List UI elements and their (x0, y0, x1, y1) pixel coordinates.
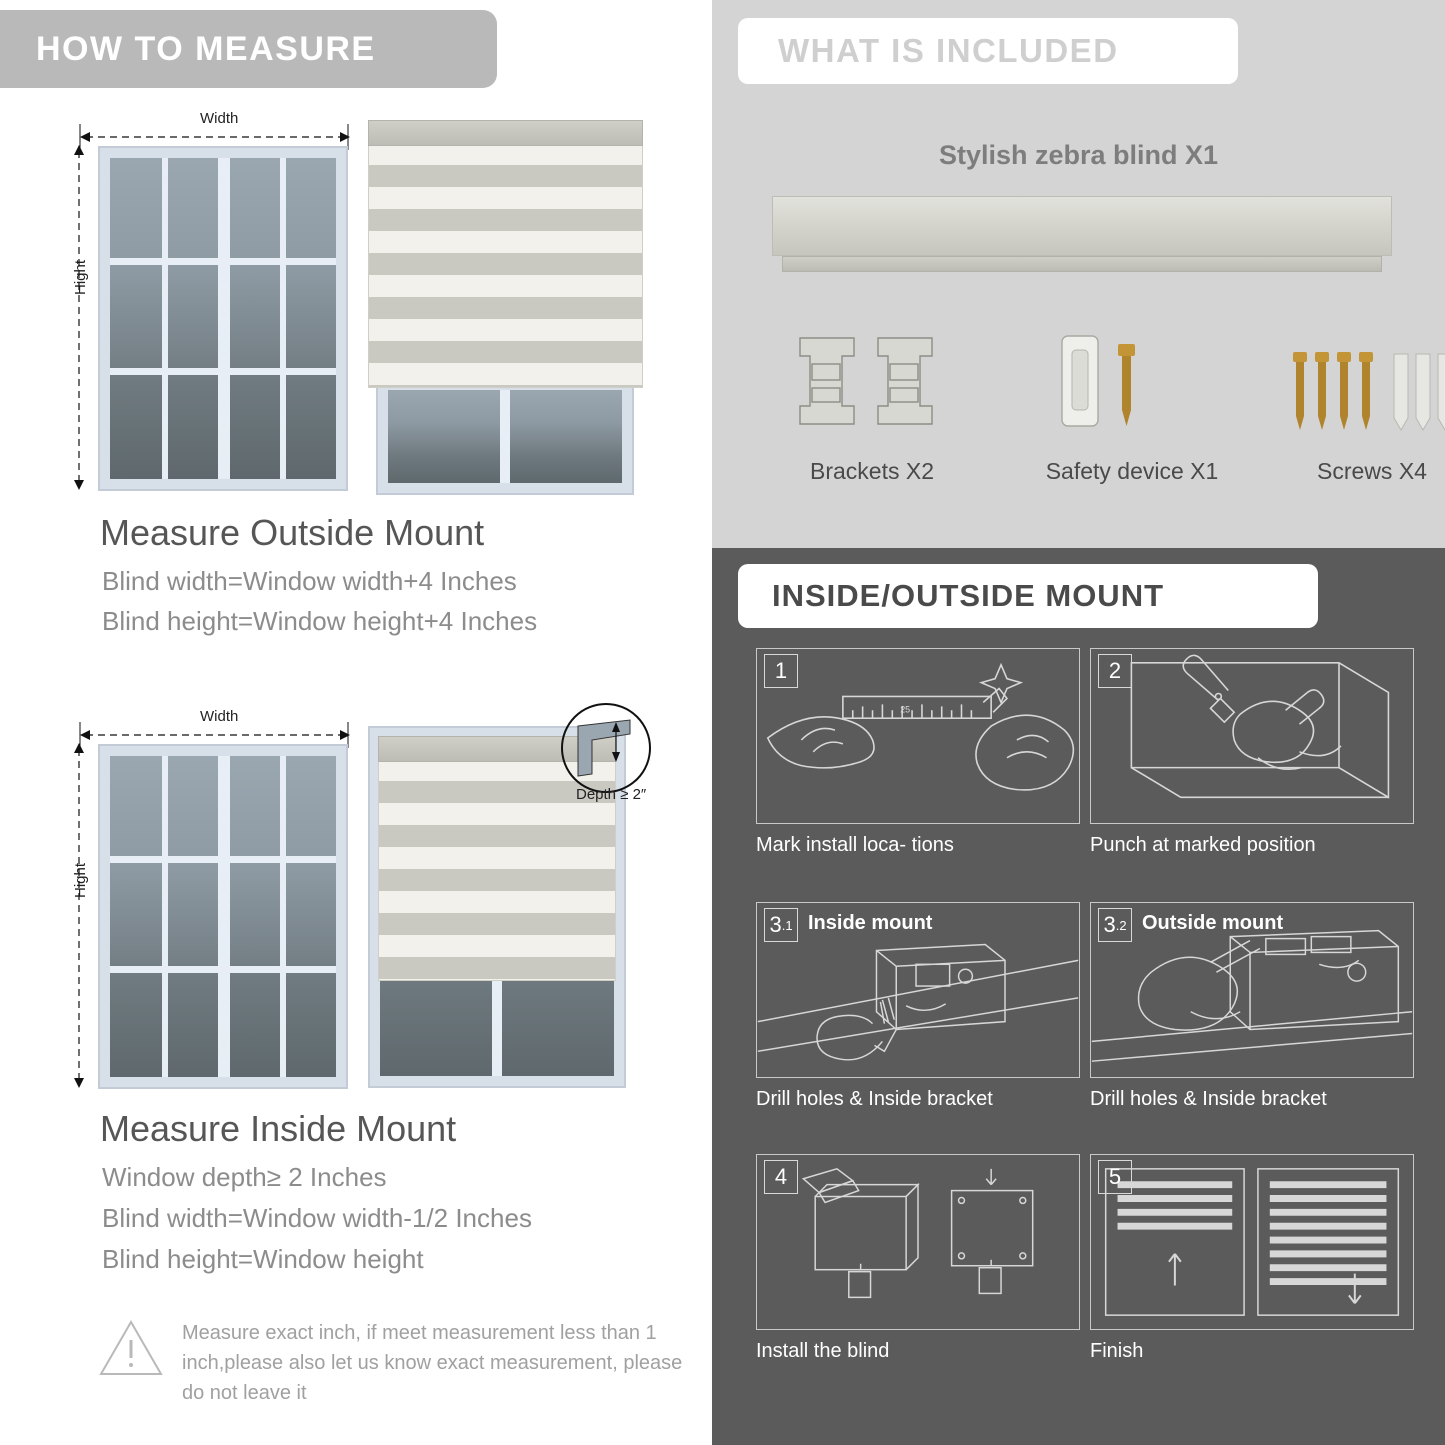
muntin-center (218, 158, 230, 479)
inside-height-arrow (72, 743, 86, 1088)
warning-text: Measure exact inch, if meet measurement less than 1 inch,please also let us know exact measurement, please do not leave it (182, 1322, 683, 1404)
muntin-row-1 (110, 258, 336, 265)
included-main-item: Stylish zebra blind X1 (938, 140, 1219, 170)
inside-outside-mount-title: INSIDE/OUTSIDE MOUNT (772, 578, 1165, 613)
step-1-caption: Mark install loca- tions (756, 834, 954, 856)
inside-outside-mount-panel (712, 548, 1445, 1445)
warning-triangle-svg (98, 1318, 164, 1378)
rail-top (772, 196, 1392, 256)
step-3-1-label: Inside mount (808, 912, 933, 934)
muntin-row-4 (110, 966, 336, 973)
step-1-illustration (757, 649, 1079, 823)
step-3-2-caption: Drill holes & Inside bracket (1090, 1088, 1327, 1110)
muntin-center-2 (500, 390, 510, 483)
outside-mount-illustration (0, 100, 712, 500)
step-3-1-caption: Drill holes & Inside bracket (756, 1088, 993, 1110)
part-label-safety-device: Safety device X1 (1045, 458, 1219, 484)
zebra-blind-rail-image (772, 196, 1392, 276)
step-1 (756, 648, 1080, 863)
screws-icon (1290, 330, 1445, 440)
safety-device-icon (1052, 330, 1212, 440)
outside-mount-line-1: Blind width=Window width+4 Inches (102, 566, 517, 596)
step-5-illustration (1091, 1155, 1413, 1329)
step-3-1 (756, 902, 1080, 1117)
head-rail (368, 120, 643, 146)
step-5-caption: Finish (1090, 1340, 1144, 1362)
inside-mount-line-1: Window depth≥ 2 Inches (102, 1162, 387, 1192)
whats-included-panel (712, 0, 1445, 548)
outside-mount-heading: Measure Outside Mount (100, 512, 485, 553)
muntin-row-2 (110, 368, 336, 375)
brackets-icon (792, 330, 952, 440)
step-5-number: 5 (1098, 1160, 1132, 1194)
inside-width-arrow (80, 728, 350, 742)
step-1-box (756, 648, 1080, 824)
step-4-illustration (757, 1155, 1079, 1329)
step-2 (1090, 648, 1414, 863)
muntin-center-3 (218, 756, 230, 1077)
inside-width-label: Width (200, 708, 239, 725)
step-2-number: 2 (1098, 654, 1132, 688)
window-inside (98, 744, 348, 1089)
warning-icon (98, 1318, 164, 1378)
inside-mount-illustration (0, 698, 712, 1098)
step-4-caption: Install the blind (756, 1340, 890, 1362)
step-4-number: 4 (764, 1160, 798, 1194)
zebra-fabric (368, 120, 643, 388)
depth-callout-circle (556, 698, 656, 798)
inside-mount-line-3: Blind height=Window height (102, 1244, 424, 1274)
svg-text:25: 25 (900, 704, 911, 715)
step-3-2 (1090, 902, 1414, 1117)
step-4 (756, 1154, 1080, 1369)
step-5-box (1090, 1154, 1414, 1330)
step-5 (1090, 1154, 1414, 1369)
muntin-row-3 (110, 856, 336, 863)
outside-width-arrow (80, 130, 350, 144)
inside-mount-line-2: Blind width=Window width-1/2 Inches (102, 1203, 532, 1233)
step-2-caption: Punch at marked position (1090, 834, 1316, 856)
step-3-2-number: 3 .2 (1098, 908, 1132, 942)
whats-included-title: WHAT IS INCLUDED (778, 32, 1119, 69)
part-label-screws: Screws X4 (1317, 458, 1427, 484)
window-outside (98, 146, 348, 491)
outside-height-arrow (72, 145, 86, 490)
window-behind-blind (376, 378, 634, 495)
outside-height-label: Hight (72, 259, 89, 295)
outside-mount-line-2: Blind height=Window height+4 Inches (102, 606, 538, 636)
inside-mount-heading: Measure Inside Mount (100, 1108, 457, 1149)
step-2-illustration (1091, 649, 1413, 823)
step-1-number: 1 (764, 654, 798, 688)
rail-bottom (782, 256, 1382, 272)
muntin-q1 (162, 158, 168, 479)
step-2-box (1090, 648, 1414, 824)
step-3-1-number: 3 .1 (764, 908, 798, 942)
inside-height-label: Hight (72, 862, 89, 898)
muntin-q4 (280, 756, 286, 1077)
whats-included-tab (738, 18, 1238, 84)
blind-outside-mount (368, 120, 643, 495)
outside-width-label: Width (200, 110, 239, 127)
step-4-box (756, 1154, 1080, 1330)
how-to-measure-panel (0, 0, 712, 1445)
how-to-measure-title: HOW TO MEASURE (36, 29, 376, 68)
how-to-measure-tab (0, 10, 497, 88)
depth-label: Depth ≥ 2″ (576, 786, 647, 803)
muntin-q2 (280, 158, 286, 479)
measurement-warning (98, 1318, 698, 1408)
part-label-brackets: Brackets X2 (810, 458, 934, 484)
step-3-2-label: Outside mount (1142, 912, 1284, 934)
muntin-q3 (162, 756, 168, 1077)
inside-outside-mount-tab (738, 564, 1318, 628)
